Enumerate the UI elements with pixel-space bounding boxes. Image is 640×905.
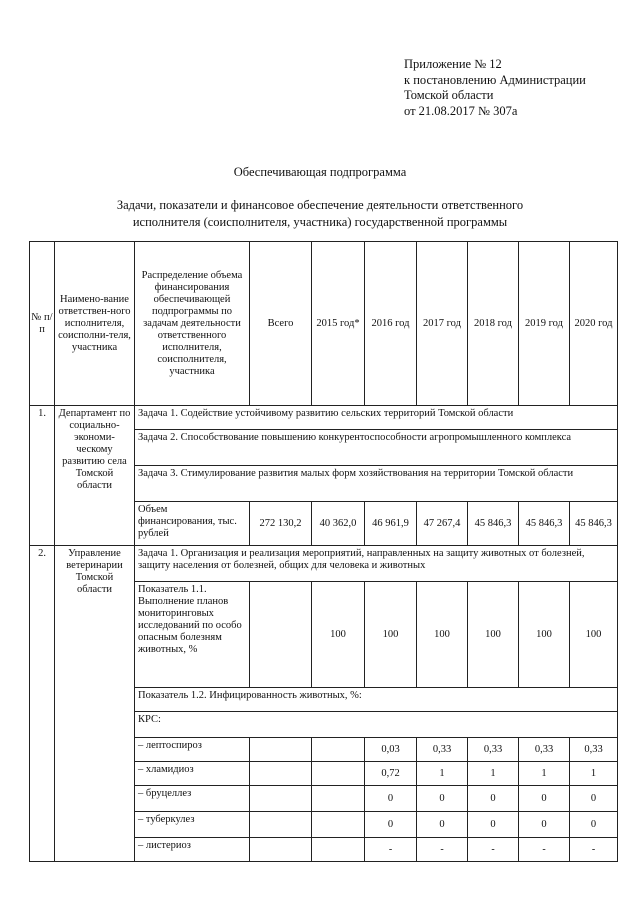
cell-2016: 0,72 [365,762,417,786]
header-num: № п/п [30,242,55,406]
appendix-line: к постановлению Администрации [404,72,586,87]
cell-2015 [312,838,365,862]
section1-task2: Задача 2. Способствование повышению конкурентоспособности агропромышленного комплекса [135,430,618,466]
indicator-1-1-2020: 100 [570,582,618,688]
section1-num: 1. [30,406,55,546]
cell-2020: 1 [570,762,618,786]
cell-2016: 0 [365,812,417,838]
funding-2020: 45 846,3 [570,502,618,546]
cell-2019: 1 [519,762,570,786]
funding-2015: 40 362,0 [312,502,365,546]
row-label: – хламидиоз [135,762,250,786]
header-2015: 2015 год* [312,242,365,406]
row-label: – бруцеллез [135,786,250,812]
section1-task3: Задача 3. Стимулирование развития малых форм хозяйствования на территории Томской области [135,466,618,502]
cell-2016: 0,03 [365,738,417,762]
cell-2015 [312,762,365,786]
cell-2018: 0 [468,786,519,812]
header-2017: 2017 год [417,242,468,406]
cell-2019: 0,33 [519,738,570,762]
cell-2020: 0 [570,812,618,838]
header-distribution: Распределение объема финансирования обеспечивающей подпрограммы по задачам деятельности ответственного исполнителя, соисполнителя, участника [135,242,250,406]
section1-task1: Задача 1. Содействие устойчивому развитию сельских территорий Томской области [135,406,618,430]
funding-2017: 47 267,4 [417,502,468,546]
indicator-1-2-label: Показатель 1.2. Инфицированность животных, %: [135,688,618,712]
row-label: – лептоспироз [135,738,250,762]
cell-2020: - [570,838,618,862]
section2-name: Управление ветеринарии Томской области [55,546,135,862]
cell-2018: 0,33 [468,738,519,762]
header-2016: 2016 год [365,242,417,406]
cell-total [250,786,312,812]
appendix-line: от 21.08.2017 № 307а [404,103,518,118]
cell-2017: - [417,838,468,862]
cell-2017: 0,33 [417,738,468,762]
section2-task1: Задача 1. Организация и реализация мероприятий, направленных на защиту животных от болезней, защиту населения от болезней, общих для человека и животных [135,546,618,582]
row-label: – листериоз [135,838,250,862]
indicator-1-1-2015: 100 [312,582,365,688]
header-2019: 2019 год [519,242,570,406]
appendix-block [404,57,586,119]
funding-2019: 45 846,3 [519,502,570,546]
indicator-1-1-2018: 100 [468,582,519,688]
funding-total: 272 130,2 [250,502,312,546]
cell-2015 [312,812,365,838]
cell-2020: 0,33 [570,738,618,762]
subprogram-table [29,241,618,862]
subtitle-line-2: исполнителя (соисполнителя, участника) государственной программы [132,215,508,229]
cell-total [250,838,312,862]
cell-2016: 0 [365,786,417,812]
cell-2015 [312,738,365,762]
cell-2020: 0 [570,786,618,812]
indicator-1-1-label: Показатель 1.1. Выполнение планов мониторинговых исследований по особо опасным болезням животных, % [135,582,250,688]
appendix-line: Томской области [404,88,494,102]
funding-label: Объем финансирования, тыс. рублей [135,502,250,546]
section1-task1-row [30,406,618,430]
cell-2019: 0 [519,786,570,812]
cell-2018: - [468,838,519,862]
cell-2017: 0 [417,812,468,838]
funding-2016: 46 961,9 [365,502,417,546]
cell-2019: 0 [519,812,570,838]
section2-num: 2. [30,546,55,862]
indicator-1-1-2016: 100 [365,582,417,688]
section1-name: Департамент по социально-экономи-ческому развитию села Томской области [55,406,135,546]
document-subtitle [0,197,640,231]
indicator-1-1-2017: 100 [417,582,468,688]
cell-2015 [312,786,365,812]
indicator-1-1-total [250,582,312,688]
row-label: – туберкулез [135,812,250,838]
cell-2018: 1 [468,762,519,786]
cell-total [250,762,312,786]
cell-total [250,738,312,762]
header-2018: 2018 год [468,242,519,406]
cell-2017: 1 [417,762,468,786]
cell-total [250,812,312,838]
krs-label: КРС: [135,712,618,738]
appendix-line: Приложение № 12 [404,57,502,71]
section2-task1-row [30,546,618,582]
indicator-1-1-2019: 100 [519,582,570,688]
header-2020: 2020 год [570,242,618,406]
funding-2018: 45 846,3 [468,502,519,546]
header-total: Всего [250,242,312,406]
header-name: Наимено-вание ответствен-ного исполнителя, соисполни-теля, участника [55,242,135,406]
cell-2019: - [519,838,570,862]
header-row [30,242,618,406]
cell-2018: 0 [468,812,519,838]
subtitle-line-1: Задачи, показатели и финансовое обеспечение деятельности ответственного [116,198,524,212]
cell-2017: 0 [417,786,468,812]
cell-2016: - [365,838,417,862]
document-title: Обеспечивающая подпрограмма [233,165,407,179]
